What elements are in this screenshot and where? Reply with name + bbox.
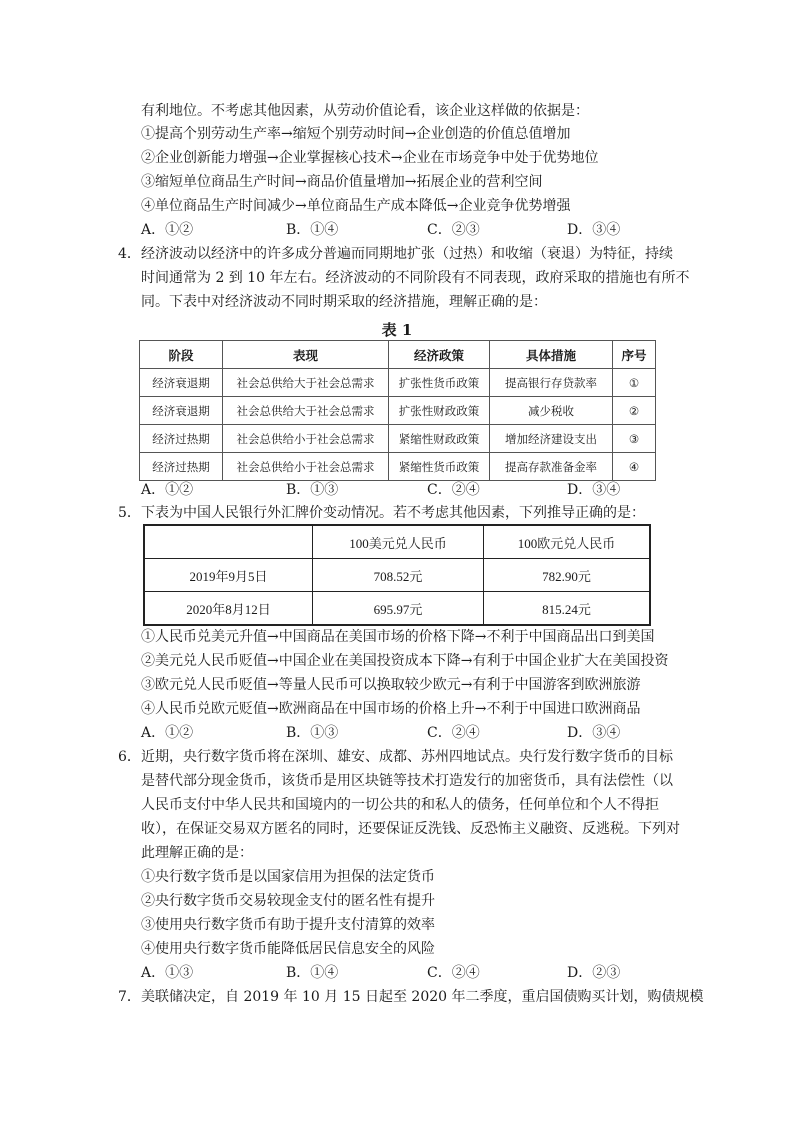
q5-option-a: A．①② xyxy=(141,725,194,741)
table-row xyxy=(140,369,656,397)
q5-stem: 下表为中国人民银行外汇牌价变动情况。若不考虑其他因素，下列推导正确的是： xyxy=(141,505,645,521)
table-cell: 社会总供给大于社会总需求 xyxy=(223,369,389,397)
table-header: 100欧元兑人民币 xyxy=(484,525,651,559)
table-row xyxy=(140,397,656,425)
table-row xyxy=(140,425,656,453)
table-header-row xyxy=(140,341,656,369)
table-row xyxy=(144,559,650,592)
q3-item-4: ④单位商品生产时间减少→单位商品生产成本降低→企业竞争优势增强 xyxy=(141,198,571,214)
table-cell: 社会总供给小于社会总需求 xyxy=(223,425,389,453)
q3-item-2: ②企业创新能力增强→企业掌握核心技术→企业在市场竞争中处于优势地位 xyxy=(141,150,599,166)
q6-number: 6． xyxy=(118,749,141,765)
q4-table xyxy=(139,340,656,481)
q6-stem-line-5: 此理解正确的是： xyxy=(141,845,253,861)
q5-item-4: ④人民币兑欧元贬值→欧洲商品在中国市场的价格上升→不利于中国进口欧洲商品 xyxy=(141,701,641,717)
table-cell: 紧缩性货币政策 xyxy=(389,453,490,481)
q6-item-2: ②央行数字货币交易较现金支付的匿名性有提升 xyxy=(141,893,435,909)
q6-stem-line-4: 收），在保证交易双方匿名的同时，还要保证反洗钱、反恐怖主义融资、反逃税。下列对 xyxy=(141,821,680,837)
table-cell: 经济衰退期 xyxy=(140,397,223,425)
q4-stem-line-3: 同。下表中对经济波动不同时期采取的经济措施，理解正确的是： xyxy=(141,294,547,310)
table-header xyxy=(144,525,313,559)
table-cell: 经济过热期 xyxy=(140,425,223,453)
q3-option-a: A．①② xyxy=(141,222,194,238)
q6-option-b: B．①④ xyxy=(286,965,339,981)
q7-number: 7． xyxy=(118,989,141,1005)
table-cell: 2020年8月12日 xyxy=(144,592,313,626)
table-cell: 增加经济建设支出 xyxy=(490,425,613,453)
q4-option-c: C．②④ xyxy=(427,482,480,498)
q5-item-1: ①人民币兑美元升值→中国商品在美国市场的价格下降→不利于中国商品出口到美国 xyxy=(141,629,655,645)
table-cell: 815.24元 xyxy=(484,592,651,626)
q4-stem-line-1: 经济波动以经济中的许多成分普遍而同期地扩张（过热）和收缩（衰退）为特征，持续 xyxy=(141,246,673,262)
table-row xyxy=(144,592,650,626)
q6-option-a: A．①③ xyxy=(141,965,194,981)
q6-option-c: C．②④ xyxy=(427,965,480,981)
q5-number: 5． xyxy=(118,505,141,521)
q3-option-c: C．②③ xyxy=(427,222,480,238)
table-cell: 扩张性财政政策 xyxy=(389,397,490,425)
q5-option-b: B．①③ xyxy=(286,725,339,741)
q6-stem-line-1: 近期，央行数字货币将在深圳、雄安、成都、苏州四地试点。央行发行数字货币的目标 xyxy=(141,749,673,765)
q5-option-c: C．②④ xyxy=(427,725,480,741)
q5-option-d: D．③④ xyxy=(567,725,621,741)
q7-stem: 美联储决定，自 2019 年 10 月 15 日起至 2020 年二季度，重启国债购买计划，购债规模 xyxy=(141,989,704,1005)
table-cell: 社会总供给小于社会总需求 xyxy=(223,453,389,481)
q4-option-a: A．①② xyxy=(141,482,194,498)
q3-item-3: ③缩短单位商品生产时间→商品价值量增加→拓展企业的营利空间 xyxy=(141,174,543,190)
q3-item-1: ①提高个别劳动生产率→缩短个别劳动时间→企业创造的价值总值增加 xyxy=(141,126,571,142)
table-cell: 782.90元 xyxy=(484,559,651,592)
q6-item-3: ③使用央行数字货币有助于提升支付清算的效率 xyxy=(141,917,435,933)
table-cell: 紧缩性财政政策 xyxy=(389,425,490,453)
table-header-row xyxy=(144,525,650,559)
q6-item-1: ①央行数字货币是以国家信用为担保的法定货币 xyxy=(141,869,435,885)
table-cell: 提高存款准备金率 xyxy=(490,453,613,481)
table-cell: 695.97元 xyxy=(313,592,484,626)
q3-stem-tail: 有利地位。不考虑其他因素，从劳动价值论看，该企业这样做的依据是： xyxy=(141,103,589,119)
q4-stem-line-2: 时间通常为 2 到 10 年左右。经济波动的不同阶段有不同表现，政府采取的措施也有所不 xyxy=(141,270,690,286)
q6-stem-line-2: 是替代部分现金货币，该货币是用区块链等技术打造发行的加密货币，具有法偿性（以 xyxy=(141,773,673,789)
table-row xyxy=(140,453,656,481)
table-cell: ④ xyxy=(613,453,656,481)
q4-option-b: B．①③ xyxy=(286,482,339,498)
q6-option-d: D．②③ xyxy=(567,965,621,981)
q3-option-b: B．①④ xyxy=(286,222,339,238)
table-header: 表现 xyxy=(223,341,389,369)
table-cell: 提高银行存贷款率 xyxy=(490,369,613,397)
table-header: 100美元兑人民币 xyxy=(313,525,484,559)
table-cell: 经济过热期 xyxy=(140,453,223,481)
table-cell: 2019年9月5日 xyxy=(144,559,313,592)
table-cell: ③ xyxy=(613,425,656,453)
q5-item-3: ③欧元兑人民币贬值→等量人民币可以换取较少欧元→有利于中国游客到欧洲旅游 xyxy=(141,677,641,693)
q6-item-4: ④使用央行数字货币能降低居民信息安全的风险 xyxy=(141,941,435,957)
table-cell: 708.52元 xyxy=(313,559,484,592)
q4-option-d: D．③④ xyxy=(567,482,621,498)
q6-stem-line-3: 人民币支付中华人民共和国境内的一切公共的和私人的债务，任何单位和个人不得拒 xyxy=(141,797,659,813)
table-cell: ② xyxy=(613,397,656,425)
table-header: 阶段 xyxy=(140,341,223,369)
table-cell: 减少税收 xyxy=(490,397,613,425)
q5-item-2: ②美元兑人民币贬值→中国企业在美国投资成本下降→有利于中国企业扩大在美国投资 xyxy=(141,653,669,669)
table-header: 序号 xyxy=(613,341,656,369)
table-cell: ① xyxy=(613,369,656,397)
q5-table xyxy=(143,524,651,626)
table-header: 具体措施 xyxy=(490,341,613,369)
table-header: 经济政策 xyxy=(389,341,490,369)
q3-option-d: D．③④ xyxy=(567,222,621,238)
table-cell: 扩张性货币政策 xyxy=(389,369,490,397)
q4-table-caption: 表 1 xyxy=(381,321,413,339)
table-cell: 社会总供给大于社会总需求 xyxy=(223,397,389,425)
q4-number: 4． xyxy=(118,246,141,262)
table-cell: 经济衰退期 xyxy=(140,369,223,397)
